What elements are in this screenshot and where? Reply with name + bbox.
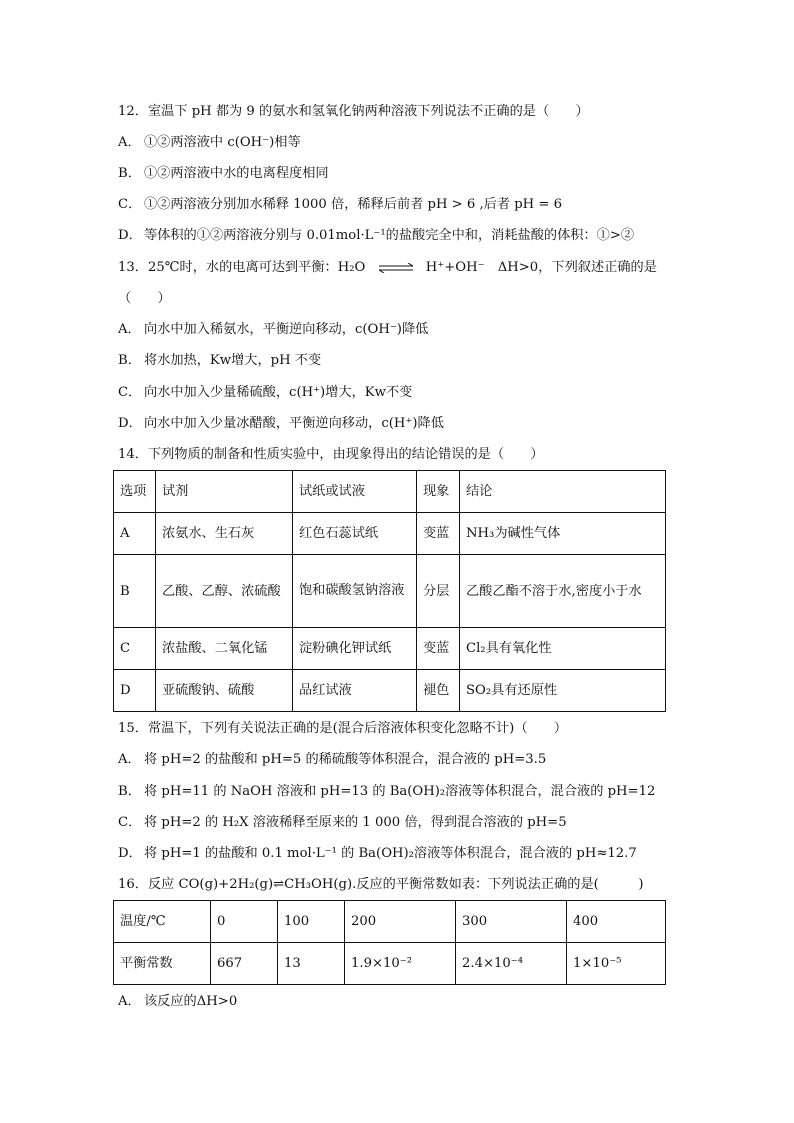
table-cell: 红色石蕊试纸 <box>293 513 417 555</box>
option-label: D． <box>118 416 142 431</box>
option-text: ①②两溶液分别加水稀释 1000 倍，稀释后前者 pH > 6 ,后者 pH = 6 <box>144 197 562 212</box>
table-cell: 100 <box>278 901 345 943</box>
option-text: 向水中加入稀氨水，平衡逆向移动，c(OH⁻)降低 <box>144 322 429 337</box>
question-13-stem-part-a: 13．25℃时，水的电离可达到平衡：H₂O <box>118 260 366 275</box>
option-label: C． <box>118 815 142 830</box>
question-15-option-b <box>118 783 655 801</box>
question-15-option-d <box>118 845 637 863</box>
table-cell: 分层 <box>417 555 460 628</box>
table-cell: A <box>114 513 156 555</box>
option-label: A． <box>118 322 141 337</box>
option-label: D． <box>118 846 142 861</box>
table-cell: 变蓝 <box>417 513 460 555</box>
question-14-table <box>113 470 666 712</box>
option-text: 将 pH=2 的盐酸和 pH=5 的稀硫酸等体积混合，混合液的 pH=3.5 <box>144 752 547 767</box>
option-text: 向水中加入少量冰醋酸，平衡逆向移动，c(H⁺)降低 <box>144 416 444 431</box>
question-13-stem-part-b: H⁺+OH⁻ ΔH>0，下列叙述正确的是 <box>425 260 657 275</box>
table-cell: 200 <box>345 901 456 943</box>
table-cell: 饱和碳酸氢钠溶液 <box>293 555 417 628</box>
table-cell: NH₃为碱性气体 <box>460 513 666 555</box>
table-cell: 2.4×10⁻⁴ <box>456 943 567 985</box>
question-14-stem: 14．下列物质的制备和性质实验中，由现象得出的结论错误的是（ ） <box>118 447 544 462</box>
table-cell: D <box>114 670 156 712</box>
table-cell: 1×10⁻⁵ <box>567 943 666 985</box>
option-label: C． <box>118 197 142 212</box>
question-12-option-b <box>118 165 329 183</box>
table-row <box>114 901 666 943</box>
option-label: A． <box>118 994 141 1009</box>
table-cell: 1.9×10⁻² <box>345 943 456 985</box>
question-13-option-a <box>118 321 428 339</box>
question-13-option-c <box>118 384 412 402</box>
question-16-stem: 16．反应 CO(g)+2H₂(g)⇌CH₃OH(g).反应的平衡常数如表：下列说法正确的是( ) <box>118 877 644 892</box>
option-text: 将水加热，Kw增大，pH 不变 <box>144 353 322 368</box>
question-13-option-d <box>118 415 444 433</box>
question-16-table <box>113 900 666 985</box>
table-cell: 乙酸、乙醇、浓硫酸 <box>156 555 293 628</box>
table-cell: 变蓝 <box>417 628 460 670</box>
option-text: 将 pH=2 的 H₂X 溶液稀释至原来的 1 000 倍，得到混合溶液的 pH=5 <box>144 815 567 830</box>
table-header-cell: 试剂 <box>156 471 293 513</box>
option-text: 将 pH=1 的盐酸和 0.1 mol·L⁻¹ 的 Ba(OH)₂溶液等体积混合，混合液的 pH≈12.7 <box>144 846 637 861</box>
question-15-option-c <box>118 814 567 832</box>
option-label: C． <box>118 385 142 400</box>
option-text: 等体积的①②两溶液分别与 0.01mol·L⁻¹的盐酸完全中和，消耗盐酸的体积：①>② <box>144 228 635 243</box>
table-header-cell: 试纸或试液 <box>293 471 417 513</box>
table-header-cell: 结论 <box>460 471 666 513</box>
equilibrium-arrow-icon <box>378 263 414 273</box>
option-text: ①②两溶液中水的电离程度相同 <box>144 166 329 181</box>
table-cell: Cl₂具有氧化性 <box>460 628 666 670</box>
table-cell: 温度/℃ <box>114 901 211 943</box>
option-text: ①②两溶液中 c(OH⁻)相等 <box>144 135 301 150</box>
table-cell: 浓盐酸、二氧化锰 <box>156 628 293 670</box>
table-row <box>114 555 666 628</box>
table-header-row <box>114 471 666 513</box>
table-cell: 褪色 <box>417 670 460 712</box>
table-row <box>114 943 666 985</box>
table-cell: C <box>114 628 156 670</box>
table-row <box>114 628 666 670</box>
table-cell: 亚硫酸钠、硫酸 <box>156 670 293 712</box>
question-12-stem: 12．室温下 pH 都为 9 的氨水和氢氧化钠两种溶液下列说法不正确的是（ ） <box>118 104 589 119</box>
question-16-option-a <box>118 993 237 1011</box>
option-text: 向水中加入少量稀硫酸，c(H⁺)增大，Kw不变 <box>144 385 413 400</box>
table-row <box>114 670 666 712</box>
table-cell: 667 <box>211 943 278 985</box>
table-cell: 品红试液 <box>293 670 417 712</box>
option-label: A． <box>118 135 141 150</box>
question-12-option-a <box>118 134 301 152</box>
option-text: 该反应的ΔH>0 <box>144 994 238 1009</box>
table-cell: B <box>114 555 156 628</box>
option-label: B． <box>118 353 141 368</box>
table-cell: 300 <box>456 901 567 943</box>
table-cell: 13 <box>278 943 345 985</box>
question-13-option-b <box>118 352 321 370</box>
table-cell: 淀粉碘化钾试纸 <box>293 628 417 670</box>
question-13-stem <box>118 259 657 277</box>
question-12-option-c <box>118 196 562 214</box>
question-13-stem-continued: （ ） <box>118 291 171 306</box>
table-cell: SO₂具有还原性 <box>460 670 666 712</box>
table-cell: 平衡常数 <box>114 943 211 985</box>
table-header-cell: 现象 <box>417 471 460 513</box>
table-cell: 400 <box>567 901 666 943</box>
table-cell: 0 <box>211 901 278 943</box>
table-row <box>114 513 666 555</box>
table-header-cell: 选项 <box>114 471 156 513</box>
question-12-option-d <box>118 227 634 245</box>
table-cell: 浓氨水、生石灰 <box>156 513 293 555</box>
option-label: D． <box>118 228 142 243</box>
option-label: A． <box>118 752 141 767</box>
option-label: B． <box>118 784 141 799</box>
question-15-option-a <box>118 751 546 769</box>
option-text: 将 pH=11 的 NaOH 溶液和 pH=13 的 Ba(OH)₂溶液等体积混合，混合液的 pH=12 <box>144 784 656 799</box>
option-label: B． <box>118 166 141 181</box>
question-15-stem: 15．常温下，下列有关说法正确的是(混合后溶液体积变化忽略不计)（ ） <box>118 721 568 736</box>
table-cell: 乙酸乙酯不溶于水,密度小于水 <box>460 555 666 628</box>
